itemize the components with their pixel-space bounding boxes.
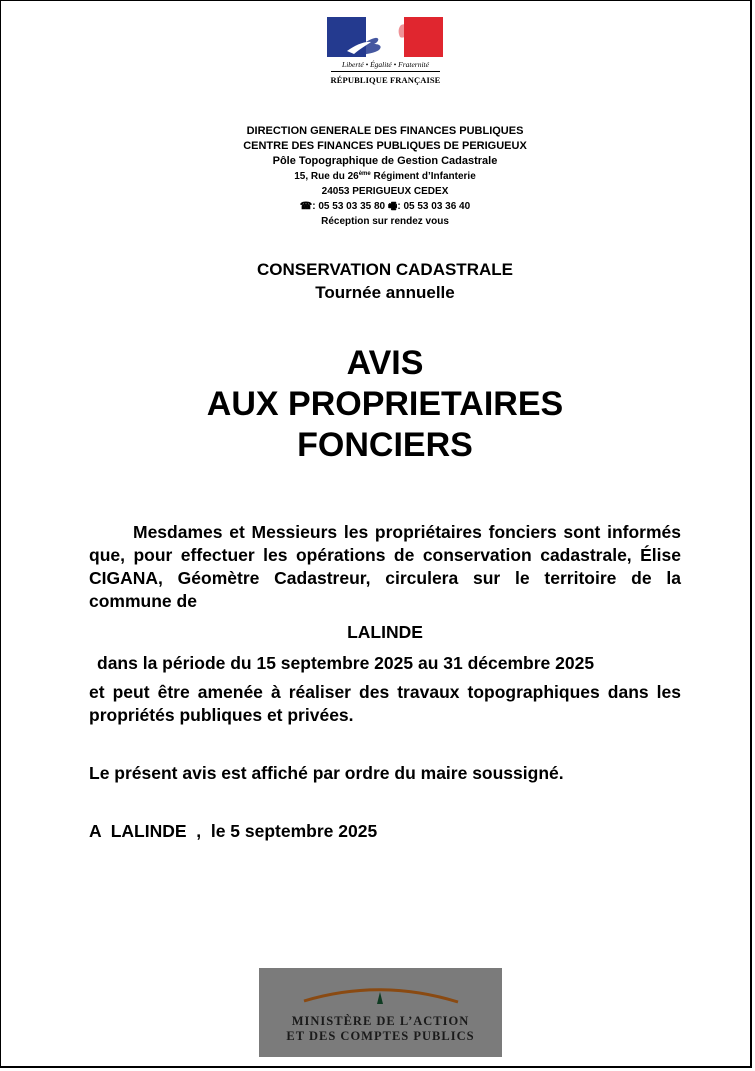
notice-title-line-1: AVIS <box>346 344 424 382</box>
signature-line: A LALINDE , le 5 septembre 2025 <box>89 821 378 841</box>
republique-francaise-logo <box>327 17 444 87</box>
notice-title-line-2: AUX PROPRIETAIRES <box>206 385 564 423</box>
phone-icon: ☎ <box>299 201 313 212</box>
notice-title-line-3: FONCIERS <box>297 426 473 464</box>
republic-name: RÉPUBLIQUE FRANÇAISE <box>330 75 441 85</box>
works-paragraph: et peut être amenée à réaliser des travaux topographiques dans les propriétés publiques et privées. <box>89 682 681 725</box>
header-city: 24053 PERIGUEUX CEDEX <box>321 186 449 197</box>
section-title: CONSERVATION CADASTRALE <box>257 260 513 279</box>
section-subtitle: Tournée annuelle <box>315 283 455 302</box>
commune-name: LALINDE <box>347 622 423 642</box>
ministry-logo <box>259 968 502 1057</box>
posting-paragraph: Le présent avis est affiché par ordre du maire soussigné. <box>89 763 564 783</box>
header-line-dgfip: DIRECTION GENERALE DES FINANCES PUBLIQUES <box>246 125 524 137</box>
section-heading <box>100 258 670 304</box>
marianne-flag-icon <box>327 17 443 57</box>
header-contact <box>100 199 670 214</box>
motto-divider <box>331 71 440 72</box>
header-reception: Réception sur rendez vous <box>321 216 449 227</box>
intro-paragraph: Mesdames et Messieurs les propriétaires fonciers sont informés que, pour effectuer les opérations de conservation cadastrale, Élise CIGANA, Géomètre Cadastreur, circulera sur le territoire de la commune de <box>89 522 681 611</box>
header-line-pole: Pôle Topographique de Gestion Cadastrale <box>272 155 498 167</box>
republic-motto: Liberté • Égalité • Fraternité <box>342 60 429 69</box>
period-paragraph: dans la période du 15 septembre 2025 au 31 décembre 2025 <box>97 653 595 673</box>
notice-body <box>89 521 681 843</box>
ministry-line-2: ET DES COMPTES PUBLICS <box>286 1029 475 1043</box>
fax-icon: 🖷 <box>387 201 398 212</box>
phone-number: : 05 53 03 35 80 <box>312 201 386 212</box>
fax-number: : 05 53 03 36 40 <box>397 201 471 212</box>
header-address: 15, Rue du 26ème Régiment d’Infanterie <box>294 171 476 182</box>
ministry-line-1: MINISTÈRE DE L’ACTION <box>291 1014 470 1028</box>
office-header <box>100 124 670 229</box>
header-line-centre: CENTRE DES FINANCES PUBLIQUES DE PERIGUEUX <box>243 140 527 152</box>
notice-title <box>100 343 670 466</box>
